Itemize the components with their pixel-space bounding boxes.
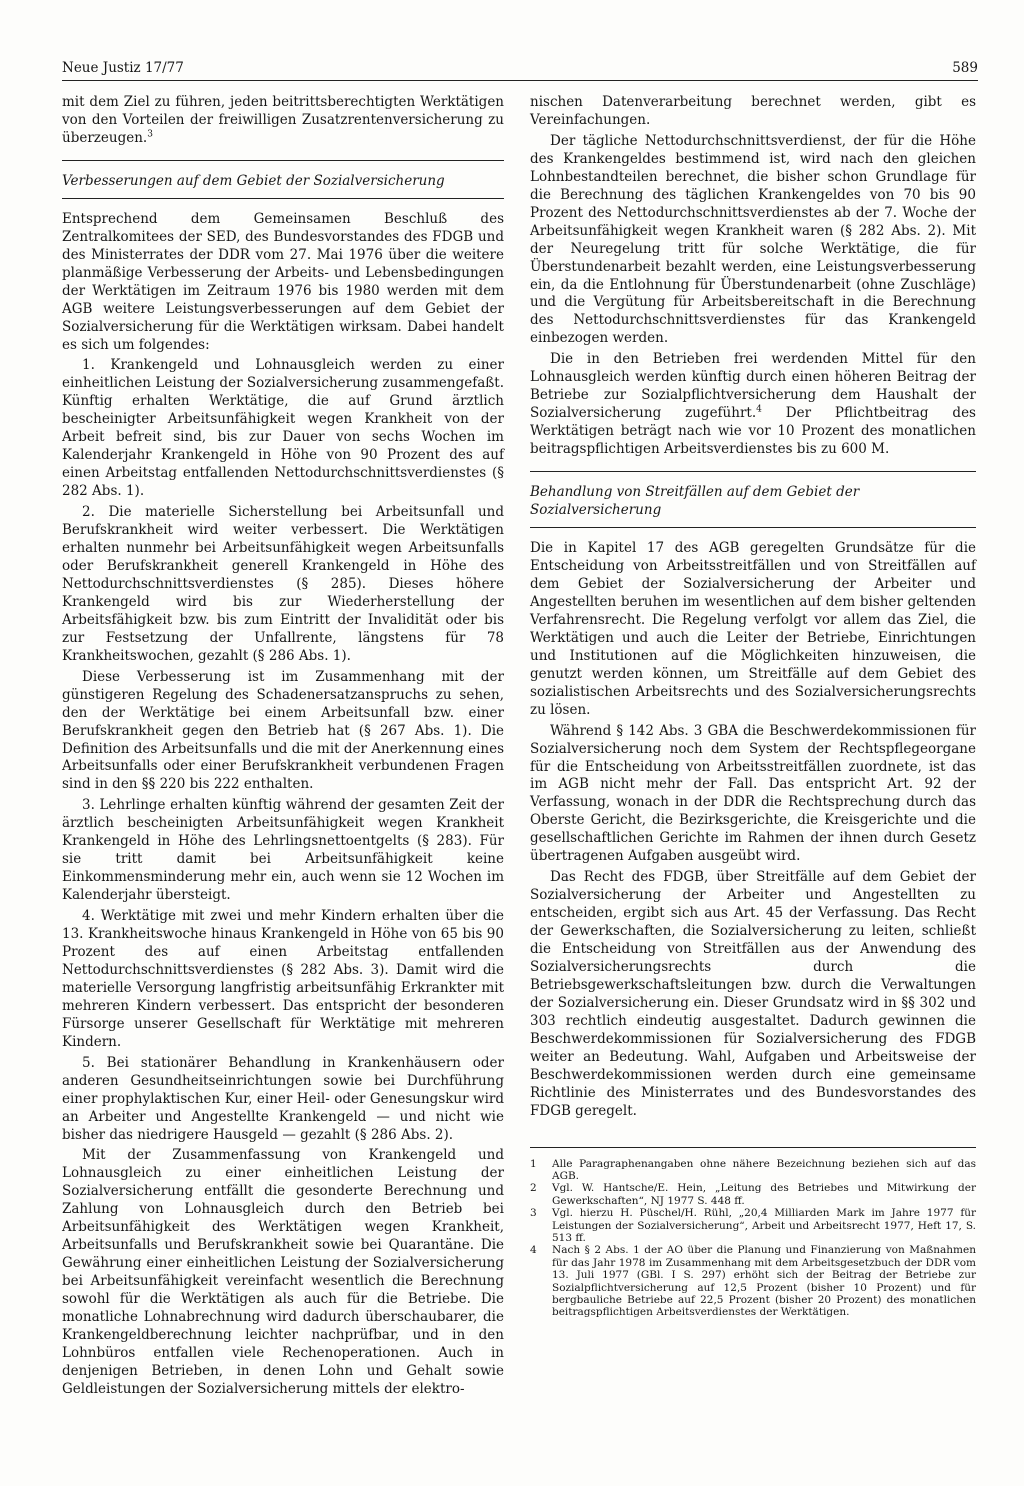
footnote xyxy=(530,1244,976,1318)
footnote-ref-4: 4 xyxy=(756,404,762,415)
body-paragraph: Der tägliche Nettodurchschnittsverdienst, der für die Höhe des Krankengeldes bestimmend ist, wird nach den gleichen Lohnbestandteilen berechnet, die bisher schon Grundlage für die Berechnung des täglichen Krankengeldes von 70 bis 90 Prozent des Nettodurchschnittsverdienstes ab der 7. Woche der Arbeitsunfähigkeit wegen Krankheit waren (§ 282 Abs. 2). Mit der Neuregelung tritt für solche Werktätige, die für Überstundenarbeit bezahlt werden, eine Leistungsverbesserung ein, da die Entlohnung für Überstundenarbeit (ohne Zuschläge) und die Vergütung für Arbeitsbereitschaft in die Berechnung des Nettodurchschnittsverdienstes für das Krankengeld einbezogen werden. xyxy=(530,132,976,347)
journal-title: Neue Justiz 17/77 xyxy=(62,60,184,76)
section-heading-sozialversicherung: Verbesserungen auf dem Gebiet der Sozialversicherung xyxy=(62,160,504,199)
list-item-5: 5. Bei stationärer Behandlung in Krankenhäusern oder anderen Gesundheitseinrichtungen sowie bei Durchführung einer prophylaktischen Kur, einer Heil- oder Genesungskur wird an Arbeiter und Angestellte Krankengeld — und nicht wie bisher das niedrigere Hausgeld — gezahlt (§ 286 Abs. 2). xyxy=(62,1054,504,1143)
right-column xyxy=(530,94,976,1319)
section-heading-streitfaelle: Behandlung von Streitfällen auf dem Gebiet der Sozialversicherung xyxy=(530,471,976,528)
footnote-number: 4 xyxy=(530,1244,537,1257)
intro-paragraph: mit dem Ziel zu führen, jeden beitrittsberechtigten Werktätigen von den Vorteilen der freiwilligen Zusatzrentenversicherung zu überzeugen.$^3$ xyxy=(62,94,504,146)
body-paragraph: Während § 142 Abs. 3 GBA die Beschwerdekommissionen für Sozialversicherung noch dem System der Rechtspflegeorgane für die Entscheidung von Arbeitsstreitfällen zuordnete, ist das im AGB nicht mehr der Fall. Das entspricht Art. 92 der Verfassung, wonach in der DDR die Rechtsprechung durch das Oberste Gericht, die Bezirksgerichte, die Kreisgerichte und die gesellschaftlichen Gerichte im Rahmen der ihnen durch Gesetz übertragenen Aufgaben ausgeübt wird. xyxy=(530,722,976,865)
footnote-ref-3: 3 xyxy=(147,129,153,140)
body-paragraph: Die in den Betrieben frei werdenden Mittel für den Lohnausgleich werden künftig durch einen höheren Beitrag der Betriebe zur Sozialpflichtversicherung dem Haushalt der Sozialversicherung zugeführt.$^4$ Der Pflichtbeitrag des Werktätigen beträgt nach wie vor 10 Prozent des monatlichen beitragspflichtigen Arbeitsverdienstes bis zu 600 M. xyxy=(530,351,976,458)
footnote-text: Alle Paragraphenangaben ohne nähere Bezeichnung beziehen sich auf das AGB. xyxy=(552,1157,976,1182)
running-header xyxy=(62,58,978,81)
footnote-number: 3 xyxy=(530,1207,537,1220)
footnote-text: Vgl. hierzu H. Püschel/H. Rühl, „20,4 Milliarden Mark im Jahre 1977 für Leistungen der Sozialversicherung“, Arbeit und Arbeitsrecht 1977, Heft 17, S. 513 ff. xyxy=(552,1207,976,1244)
body-paragraph: Das Recht des FDGB, über Streitfälle auf dem Gebiet der Sozialversicherung der Arbeiter und Angestellten zu entscheiden, ergibt sich aus Art. 45 der Verfassung. Das Recht der Gewerkschaften, die Sozialversicherung zu leiten, schließt die Entscheidung von Streitfällen aus der Anwendung des Sozialversicherungsrechts durch die Betriebsgewerkschaftsleitungen bzw. durch die Verwaltungen der Sozialversicherung ein. Dieser Grundsatz wird in §§ 302 und 303 rechtlich eindeutig ausgestaltet. Dadurch gewinnen die Beschwerdekommissionen für Sozialversicherung des FDGB weiter an Bedeutung. Wahl, Aufgaben und Arbeitsweise der Beschwerdekommissionen werden durch eine gemeinsame Richtlinie des Ministerrates und des Bundesvorstandes des FDGB geregelt. xyxy=(530,869,976,1119)
page-number: 589 xyxy=(952,60,978,76)
left-column xyxy=(62,94,504,1399)
footnote-text: Vgl. W. Hantsche/E. Hein, „Leitung des Betriebes und Mitwirkung der Gewerkschaften“, NJ 1977 S. 448 ff. xyxy=(552,1182,976,1207)
body-paragraph: Mit der Zusammenfassung von Krankengeld und Lohnausgleich zu einer einheitlichen Leistung der Sozialversicherung entfällt die gesonderte Berechnung und Zahlung von Lohnausgleich durch den Betrieb bei Arbeitsunfähigkeit des Werktätigen wegen Krankheit, Arbeitsunfalls und Berufskrankheit sowie bei Quarantäne. Die Gewährung einer einheitlichen Leistung der Sozialversicherung bei Arbeitsunfähigkeit vereinfacht wesentlich die Berechnung sowohl für die Werktätigen als auch für die Betriebe. Die monatliche Lohnabrechnung wird dadurch überschaubarer, die Krankengeldberechnung leichter nachprüfbar, und in den Lohnbüros entfallen viele Rechenoperationen. Auch in denjenigen Betrieben, in denen Lohn und Gehalt sowie Geldleistungen der Sozialversicherung mittels der elektro- xyxy=(62,1147,504,1397)
list-item-1: 1. Krankengeld und Lohnausgleich werden zu einer einheitlichen Leistung der Sozialversicherung zusammengefaßt. Künftig erhalten Werktätige, die auf Grund ärztlich bescheinigter Arbeitsunfähigkeit wegen Krankheit von der Arbeit befreit sind, bis zur Dauer von sechs Wochen im Kalenderjahr Krankengeld in Höhe von 90 Prozent des auf einen Arbeitstag entfallenden Nettodurchschnittsverdienstes (§ 282 Abs. 1). xyxy=(62,357,504,500)
list-item-4: 4. Werktätige mit zwei und mehr Kindern erhalten über die 13. Krankheitswoche hinaus Krankengeld in Höhe von 65 bis 90 Prozent des auf einen Arbeitstag entfallenden Nettodurchschnittsverdienstes (§ 282 Abs. 3). Damit wird die materielle Versorgung langfristig arbeitsunfähig Erkrankter mit mehreren Kindern verbessert. Das entspricht der besonderen Fürsorge unserer Gesellschaft für Werktätige mit mehreren Kindern. xyxy=(62,908,504,1050)
list-item-2: 2. Die materielle Sicherstellung bei Arbeitsunfall und Berufskrankheit wird weiter verbessert. Die Werktätigen erhalten nunmehr bei Arbeitsunfähigkeit wegen Arbeitsunfalls oder Berufskrankheit generell Krankengeld in Höhe des Nettodurchschnittsverdienstes (§ 285). Dieses höhere Krankengeld wird bis zur Wiederherstellung der Arbeitsfähigkeit bzw. bis zum Eintritt der Invalidität oder bis zur Festsetzung der Unfallrente, längstens für 78 Krankheitswochen, gezahlt (§ 286 Abs. 1). xyxy=(62,504,504,664)
footnote-divider xyxy=(530,1147,976,1148)
footnote-number: 1 xyxy=(530,1157,537,1170)
body-paragraph: nischen Datenverarbeitung berechnet werden, gibt es Vereinfachungen. xyxy=(530,94,976,128)
footnote xyxy=(530,1158,976,1183)
body-paragraph: Diese Verbesserung ist im Zusammenhang mit der günstigeren Regelung des Schadenersatzanspruchs zu sehen, den der Werktätige bei einem Arbeitsunfall bzw. einer Berufskrankheit gegen den Betrieb hat (§ 267 Abs. 1). Die Definition des Arbeitsunfalls und die mit der Anerkennung eines Arbeitsunfalls oder einer Berufskrankheit verbundenen Fragen sind in den §§ 220 bis 222 enthalten. xyxy=(62,668,504,793)
body-paragraph: Entsprechend dem Gemeinsamen Beschluß des Zentralkomitees der SED, des Bundesvorstandes des FDGB und des Ministerrates der DDR vom 27. Mai 1976 über die weitere planmäßige Verbesserung der Arbeits- und Lebensbedingungen der Werktätigen im Zeitraum 1976 bis 1980 werden mit dem AGB weitere Leistungsverbesserungen auf dem Gebiet der Sozialversicherung für die Werktätigen wirksam. Dabei handelt es sich um folgendes: xyxy=(62,210,504,353)
body-paragraph: Die in Kapitel 17 des AGB geregelten Grundsätze für die Entscheidung von Arbeitsstreitfällen und von Streitfällen auf dem Gebiet der Sozialversicherung der Arbeiter und Angestellten beruhen im wesentlichen auf dem bisher geltenden Verfahrensrecht. Die Regelung verfolgt vor allem das Ziel, die Werktätigen und auch die Leiter der Betriebe, Einrichtungen und Institutionen auf die Möglichkeiten hinzuweisen, die genutzt werden können, um Streitfälle auf dem Gebiet des sozialistischen Arbeitsrechts und des Sozialversicherungsrechts zu lösen. xyxy=(530,540,976,718)
footnote xyxy=(530,1207,976,1244)
footnote-text: Nach § 2 Abs. 1 der AO über die Planung und Finanzierung von Maßnahmen für das Jahr 1978 im Zusammenhang mit dem Arbeitsgesetzbuch der DDR vom 13. Juli 1977 (GBl. I S. 297) erhöht sich der Beitrag der Betriebe zur Sozialpflichtversicherung auf 12,5 Prozent (bisher 10 Prozent) und für bergbauliche Betriebe auf 22,5 Prozent (bisher 20 Prozent) des monatlichen beitragspflichtigen Arbeitsverdienstes der Werktätigen. xyxy=(552,1244,976,1319)
list-item-3: 3. Lehrlinge erhalten künftig während der gesamten Zeit der ärztlich bescheinigten Arbeitsunfähigkeit wegen Krankheit Krankengeld in Höhe des Lehrlingsnettoentgelts (§ 283). Für sie tritt damit bei Arbeitsunfähigkeit keine Einkommensminderung mehr ein, auch wenn sie 12 Wochen im Kalenderjahr übersteigt. xyxy=(62,797,504,904)
footnote xyxy=(530,1182,976,1207)
footnote-number: 2 xyxy=(530,1182,537,1195)
footnotes xyxy=(530,1158,976,1319)
